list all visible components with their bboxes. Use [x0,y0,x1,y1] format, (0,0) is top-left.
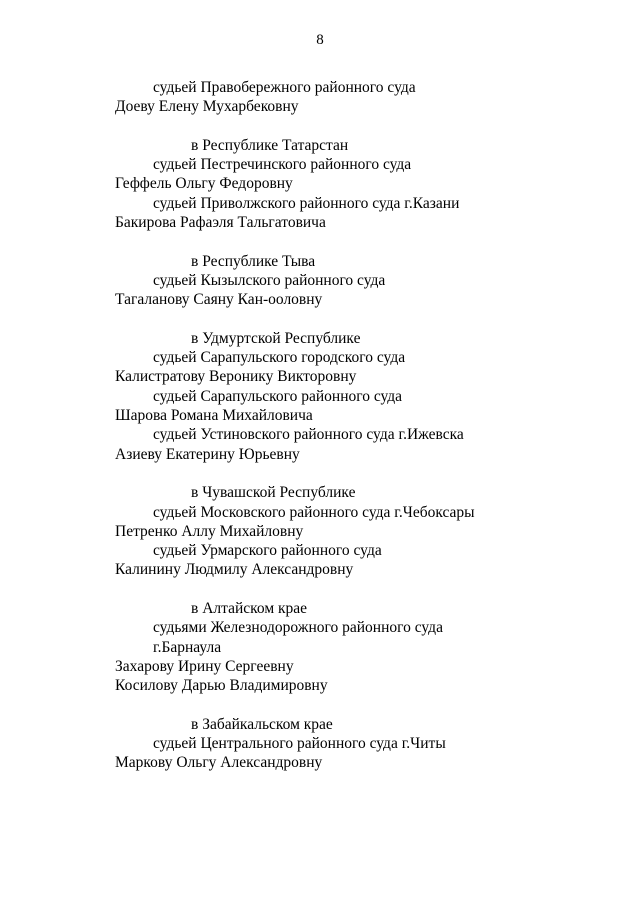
court-line: судьей Центрального районного суда г.Читы [153,735,446,753]
court-line: судьей Правобережного районного суда [153,79,416,96]
judge-name: Калистратову Веронику Викторовну [115,368,357,386]
judge-name: Захарову Ирину Сергеевну [115,657,294,675]
region-heading: в Забайкальском крае [191,715,333,733]
judge-name: Петренко Аллу Михайловну [115,522,304,540]
judge-name: Шарова Романа Михайловича [115,407,313,425]
judge-name: Косилову Дарью Владимировну [115,677,328,695]
section [0,329,640,464]
court-line: судьей Сарапульского городского суда [153,349,406,367]
section [0,78,640,117]
region-heading: в Чувашской Республике [191,484,356,502]
section [0,252,640,310]
judge-name: Азиеву Екатерину Юрьевну [115,445,300,463]
court-line: судьями Железнодорожного районного суда [153,619,443,637]
court-line: судьей Приволжского районного суда г.Казани [153,194,460,212]
judge-name: Бакирова Рафаэля Тальгатовича [115,214,326,232]
court-line: судьей Урмарского районного суда [153,542,382,560]
court-line: судьей Сарапульского районного суда [153,387,403,405]
court-line: г.Барнаула [153,638,222,656]
judge-name: Тагаланову Саяну Кан-ооловну [115,291,323,309]
court-line: судьей Московского районного суда г.Чебоксары [153,503,475,521]
judge-name: Геффель Ольгу Федоровну [115,175,293,193]
section [0,599,640,695]
section [0,715,640,773]
court-line: судьей Кызылского районного суда [153,271,386,289]
judge-name: Маркову Ольгу Александровну [115,754,323,772]
document-body [0,78,640,773]
region-heading: в Алтайском крае [191,600,308,618]
region-heading: в Республике Татарстан [191,136,349,154]
judge-name: Калинину Людмилу Александровну [115,561,354,579]
court-line: судьей Устиновского районного суда г.Ижевска [153,426,464,444]
court-line: судьей Пестречинского районного суда [153,156,412,174]
section [0,483,640,579]
region-heading: в Удмуртской Республике [191,329,361,347]
section [0,136,640,232]
page-number: 8 [316,32,324,48]
region-heading: в Республике Тыва [191,252,316,270]
judge-name: Доеву Елену Мухарбековну [115,98,299,116]
